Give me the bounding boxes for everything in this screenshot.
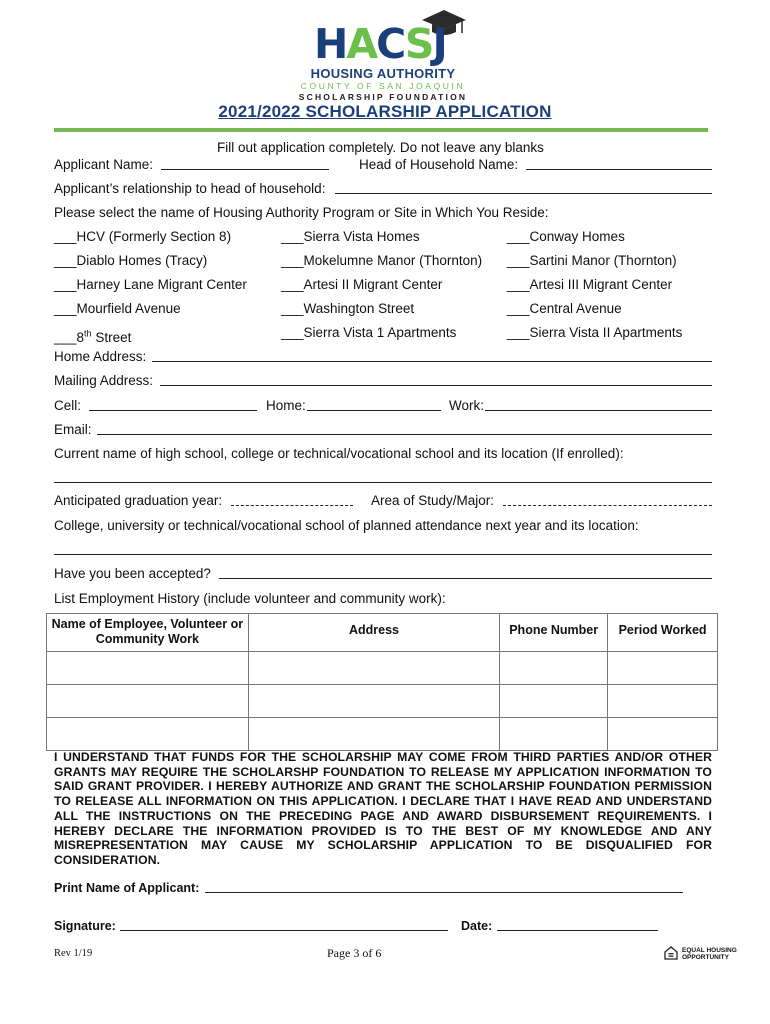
table-cell[interactable]	[248, 652, 500, 685]
table-cell[interactable]	[500, 652, 608, 685]
relationship-label: Applicant’s relationship to head of household:	[54, 181, 326, 196]
cell-field[interactable]	[89, 410, 257, 411]
instruction-text: Fill out application completely. Do not leave any blanks	[217, 140, 544, 155]
current-school-field[interactable]	[54, 482, 712, 483]
table-cell[interactable]	[47, 652, 249, 685]
home-phone-label: Home:	[266, 398, 306, 413]
head-of-household-label: Head of Household Name:	[359, 157, 519, 172]
column-header: Address	[248, 614, 500, 652]
logo-foundation: SCHOLARSHIP FOUNDATION	[298, 92, 468, 102]
planned-school-field[interactable]	[54, 554, 712, 555]
table-cell[interactable]	[608, 685, 718, 718]
program-option[interactable]: ___Sierra Vista II Apartments	[507, 325, 683, 340]
signature-label: Signature:	[54, 919, 116, 933]
program-option[interactable]: ___Artesi III Migrant Center	[507, 277, 673, 292]
home-address-field[interactable]	[152, 361, 712, 362]
eighth-street-label: 8th Street	[76, 328, 132, 345]
table-row	[47, 652, 718, 685]
program-option[interactable]: ___Central Avenue	[507, 301, 622, 316]
table-cell[interactable]	[47, 718, 249, 751]
table-cell[interactable]	[248, 718, 500, 751]
print-name-label: Print Name of Applicant:	[54, 881, 200, 895]
home-phone-field[interactable]	[307, 410, 441, 411]
email-label: Email:	[54, 422, 92, 437]
program-prompt: Please select the name of Housing Authority Program or Site in Which You Reside:	[54, 205, 549, 220]
program-option[interactable]: ___Harney Lane Migrant Center	[54, 277, 247, 292]
table-cell[interactable]	[500, 718, 608, 751]
table-cell[interactable]	[500, 685, 608, 718]
program-option[interactable]: ___Sierra Vista Homes	[281, 229, 420, 244]
email-field[interactable]	[97, 434, 712, 435]
program-option[interactable]: ___Sierra Vista 1 Apartments	[281, 325, 457, 340]
head-of-household-field[interactable]	[526, 169, 712, 170]
date-label: Date:	[461, 919, 493, 933]
program-option[interactable]: ___Sartini Manor (Thornton)	[507, 253, 677, 268]
graduation-year-label: Anticipated graduation year:	[54, 493, 223, 508]
program-option[interactable]: ___8th Street	[54, 328, 132, 345]
mailing-address-label: Mailing Address:	[54, 373, 154, 388]
table-cell[interactable]	[608, 718, 718, 751]
table-cell[interactable]	[47, 685, 249, 718]
logo-housing-authority: HOUSING AUTHORITY	[310, 66, 456, 81]
logo-letters: HACSJ	[314, 20, 446, 68]
date-field[interactable]	[497, 930, 658, 931]
applicant-name-label: Applicant Name:	[54, 157, 154, 172]
equal-housing-text: EQUAL HOUSING OPPORTUNITY	[682, 947, 737, 961]
print-name-field[interactable]	[205, 892, 683, 893]
page-number: Page 3 of 6	[327, 946, 382, 960]
work-phone-label: Work:	[449, 398, 485, 413]
mailing-address-field[interactable]	[160, 385, 712, 386]
program-option[interactable]: ___Mokelumne Manor (Thornton)	[281, 253, 483, 268]
signature-field[interactable]	[120, 930, 448, 931]
equal-housing-logo	[664, 946, 742, 962]
accepted-label: Have you been accepted?	[54, 566, 211, 581]
table-row	[47, 718, 718, 751]
relationship-field[interactable]	[335, 193, 712, 194]
revision-label: Rev 1/19	[54, 948, 93, 959]
program-option[interactable]: ___HCV (Formerly Section 8)	[54, 229, 232, 244]
column-header: Period Worked	[608, 614, 718, 652]
major-label: Area of Study/Major:	[371, 493, 495, 508]
program-option[interactable]: ___Washington Street	[281, 301, 415, 316]
table-header-row	[47, 614, 718, 652]
accepted-field[interactable]	[219, 578, 712, 579]
employment-label: List Employment History (include volunteer and community work):	[54, 591, 446, 606]
program-option[interactable]: ___Artesi II Migrant Center	[281, 277, 443, 292]
column-header: Phone Number	[500, 614, 608, 652]
table-cell[interactable]	[608, 652, 718, 685]
program-option[interactable]: ___Diablo Homes (Tracy)	[54, 253, 208, 268]
table-cell[interactable]	[248, 685, 500, 718]
employment-table	[46, 613, 718, 751]
graduation-year-field[interactable]	[231, 505, 353, 506]
planned-school-label: College, university or technical/vocational school of planned attendance next year and its location:	[54, 518, 639, 533]
applicant-name-field[interactable]	[161, 169, 329, 170]
major-field[interactable]	[503, 505, 712, 506]
certification-text: I UNDERSTAND THAT FUNDS FOR THE SCHOLARSHIP MAY COME FROM THIRD PARTIES AND/OR OTHER GRANTS MAY REQUIRE THE SCHOLARSHP FOUNDATION TO RELEASE MY APPLICATION INFORMATION TO SAID GRANT PROVIDER. I HEREBY AUTHORIZE AND GRANT THE SCHOLARSHIP FOUNDATION PERMISSION TO RELEASE ALL INFORMATION ON THIS APPLICATION. I DECLARE THAT I HAVE READ AND UNDERSTAND ALL THE INSTRUCTIONS ON THE PRECEDING PAGE AND AWARD DISBURSEMENT REQUIREMENTS. I HEREBY DECLARE THE INFORMATION PROVIDED IS TO THE BEST OF MY KNOWLEDGE AND ANY MISREPRESENTATION MAY CAUSE MY SCHOLARSHIP APPLICATION TO BE DISQUALIFIED FOR CONSIDERATION.	[54, 750, 712, 867]
cell-label: Cell:	[54, 398, 82, 413]
title-divider	[54, 128, 708, 132]
table-row	[47, 685, 718, 718]
column-header: Name of Employee, Volunteer or Community Work	[47, 614, 249, 652]
program-option[interactable]: ___Conway Homes	[507, 229, 625, 244]
current-school-label: Current name of high school, college or technical/vocational school and its location (If enrolled):	[54, 446, 624, 461]
home-address-label: Home Address:	[54, 349, 147, 364]
logo-county: COUNTY OF SAN JOAQUIN	[300, 81, 466, 91]
page-title: 2021/2022 SCHOLARSHIP APPLICATION	[218, 102, 552, 121]
hacsj-logo	[298, 8, 468, 102]
program-option[interactable]: ___Mourfield Avenue	[54, 301, 181, 316]
work-phone-field[interactable]	[485, 410, 712, 411]
equal-housing-icon	[664, 946, 678, 960]
